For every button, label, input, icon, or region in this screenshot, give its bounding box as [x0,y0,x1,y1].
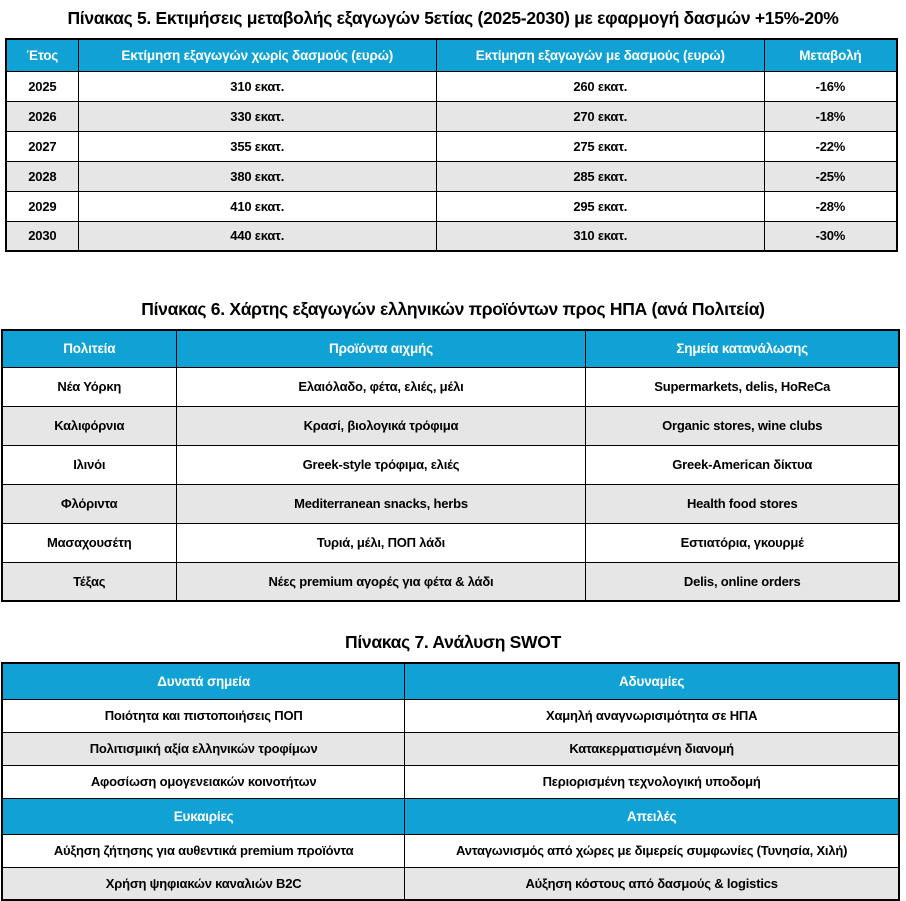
cell-weakness: Περιορισμένη τεχνολογική υποδομή [405,765,899,798]
cell-products: Greek-style τρόφιμα, ελιές [176,445,586,484]
swot-header-strengths-weaknesses [2,663,899,699]
cell-with-tariffs: 310 εκατ. [436,221,764,251]
cell-without-tariffs: 310 εκατ. [78,71,436,101]
table-row-texas [2,562,899,601]
table-row-2028 [6,161,897,191]
cell-without-tariffs: 355 εκατ. [78,131,436,161]
table-row-new-york [2,367,899,406]
cell-change: -28% [764,191,897,221]
table5-header-year: Έτος [6,39,78,71]
table6-exports-by-state [1,329,900,602]
table5-title: Πίνακας 5. Εκτιμήσεις μεταβολής εξαγωγών 5ετίας (2025-2030) με εφαρμογή δασμών +15%-20% [67,8,839,28]
table5-header-with-tariffs: Εκτίμηση εξαγωγών με δασμούς (ευρώ) [436,39,764,71]
cell-products: Τυριά, μέλι, ΠΟΠ λάδι [176,523,586,562]
table-row-2030 [6,221,897,251]
cell-products: Ελαιόλαδο, φέτα, ελιές, μέλι [176,367,586,406]
cell-change: -16% [764,71,897,101]
table6-header-state: Πολιτεία [2,330,176,367]
swot-header-threats: Απειλές [405,798,899,834]
cell-change: -30% [764,221,897,251]
swot-row [2,699,899,732]
cell-threat: Ανταγωνισμός από χώρες με διμερείς συμφωνίες (Τυνησία, Χιλή) [405,834,899,867]
cell-change: -22% [764,131,897,161]
cell-strength: Ποιότητα και πιστοποιήσεις ΠΟΠ [2,699,405,732]
table-row-massachusetts [2,523,899,562]
cell-consumption: Greek-American δίκτυα [586,445,899,484]
cell-year: 2030 [6,221,78,251]
swot-row [2,732,899,765]
cell-strength: Αφοσίωση ομογενειακών κοινοτήτων [2,765,405,798]
cell-with-tariffs: 270 εκατ. [436,101,764,131]
cell-opportunity: Χρήση ψηφιακών καναλιών B2C [2,867,405,900]
cell-without-tariffs: 330 εκατ. [78,101,436,131]
document-page [0,8,906,891]
cell-year: 2026 [6,101,78,131]
swot-header-opportunities: Ευκαιρίες [2,798,405,834]
cell-products: Νέες premium αγορές για φέτα & λάδι [176,562,586,601]
cell-consumption: Organic stores, wine clubs [586,406,899,445]
table5-header-without-tariffs: Εκτίμηση εξαγωγών χωρίς δασμούς (ευρώ) [78,39,436,71]
table-row-2026 [6,101,897,131]
table-row-illinois [2,445,899,484]
cell-consumption: Delis, online orders [586,562,899,601]
cell-state: Καλιφόρνια [2,406,176,445]
cell-without-tariffs: 380 εκατ. [78,161,436,191]
table-row-2029 [6,191,897,221]
cell-year: 2029 [6,191,78,221]
cell-opportunity: Αύξηση ζήτησης για αυθεντικά premium προϊόντα [2,834,405,867]
cell-without-tariffs: 410 εκατ. [78,191,436,221]
table7-title: Πίνακας 7. Ανάλυση SWOT [345,632,561,652]
table7-swot [1,662,900,901]
cell-change: -25% [764,161,897,191]
cell-state: Νέα Υόρκη [2,367,176,406]
cell-state: Ιλινόι [2,445,176,484]
table6-header-row [2,330,899,367]
cell-consumption: Εστιατόρια, γκουρμέ [586,523,899,562]
cell-without-tariffs: 440 εκατ. [78,221,436,251]
cell-with-tariffs: 295 εκατ. [436,191,764,221]
table5-header-row [6,39,897,71]
cell-with-tariffs: 275 εκατ. [436,131,764,161]
table5-exports-estimate [5,38,898,252]
cell-weakness: Κατακερματισμένη διανομή [405,732,899,765]
table-row-2027 [6,131,897,161]
cell-state: Τέξας [2,562,176,601]
swot-row [2,867,899,900]
cell-change: -18% [764,101,897,131]
table-row-california [2,406,899,445]
cell-year: 2027 [6,131,78,161]
cell-year: 2025 [6,71,78,101]
table5-header-change: Μεταβολή [764,39,897,71]
cell-with-tariffs: 285 εκατ. [436,161,764,191]
swot-row [2,765,899,798]
cell-state: Μασαχουσέτη [2,523,176,562]
cell-with-tariffs: 260 εκατ. [436,71,764,101]
table6-header-products: Προϊόντα αιχμής [176,330,586,367]
cell-year: 2028 [6,161,78,191]
swot-header-strengths: Δυνατά σημεία [2,663,405,699]
cell-products: Κρασί, βιολογικά τρόφιμα [176,406,586,445]
swot-header-opportunities-threats [2,798,899,834]
cell-consumption: Supermarkets, delis, HoReCa [586,367,899,406]
cell-products: Mediterranean snacks, herbs [176,484,586,523]
cell-strength: Πολιτισμική αξία ελληνικών τροφίμων [2,732,405,765]
table6-title: Πίνακας 6. Χάρτης εξαγωγών ελληνικών προϊόντων προς ΗΠΑ (ανά Πολιτεία) [141,299,765,319]
swot-header-weaknesses: Αδυναμίες [405,663,899,699]
cell-state: Φλόριντα [2,484,176,523]
swot-row [2,834,899,867]
cell-weakness: Χαμηλή αναγνωρισιμότητα σε ΗΠΑ [405,699,899,732]
cell-consumption: Health food stores [586,484,899,523]
cell-threat: Αύξηση κόστους από δασμούς & logistics [405,867,899,900]
table-row-florida [2,484,899,523]
table6-header-consumption: Σημεία κατανάλωσης [586,330,899,367]
table-row-2025 [6,71,897,101]
